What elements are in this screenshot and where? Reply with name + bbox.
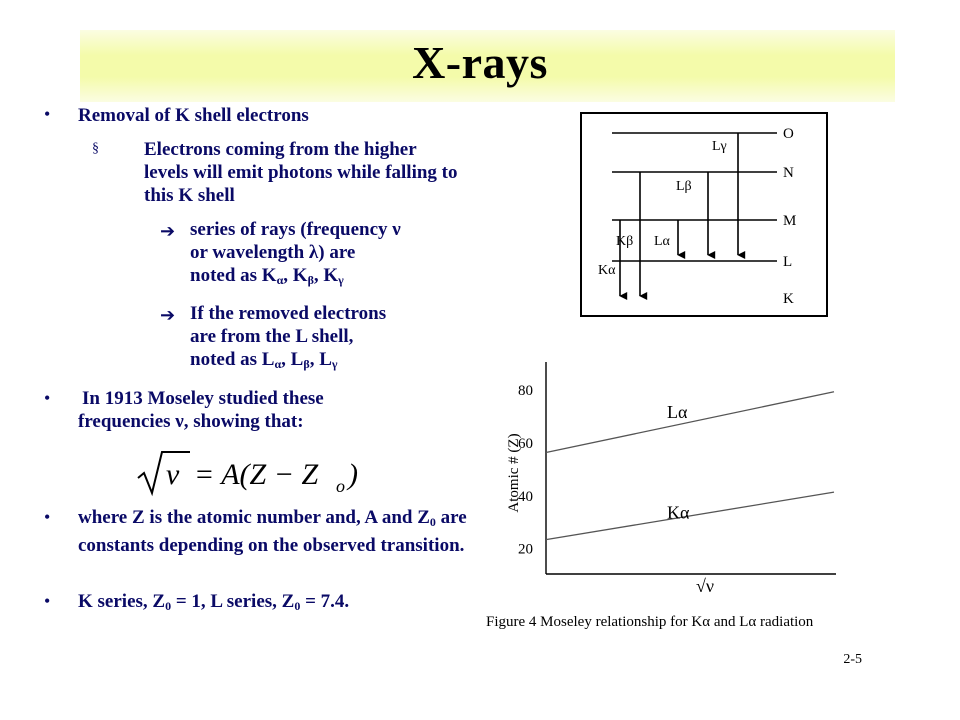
bullet-dot: • <box>44 507 51 527</box>
formula-rhs: = A(Z − Z <box>194 458 319 491</box>
z-def-pre: where Z is the atomic number and, A and Z <box>78 507 430 528</box>
y-tick-label: 60 <box>518 435 533 452</box>
slide-title: X-rays <box>412 37 548 88</box>
series-label-k-alpha: Kα <box>666 502 690 523</box>
bullet-moseley: In 1913 Moseley studied these frequencies ν, showing that: <box>78 388 324 432</box>
l-series-line2: are from the L shell, <box>190 326 354 347</box>
page-number: 2-5 <box>843 652 862 667</box>
level-m-label: M <box>783 213 797 229</box>
series-line-l-alpha <box>546 392 834 453</box>
bullet-dot: • <box>44 388 51 408</box>
z-def-post: are constants depending on the observed transition. <box>78 507 467 556</box>
y-tick-label: 20 <box>518 541 533 558</box>
k-series-line3: noted as K <box>190 265 277 286</box>
moseley-formula <box>130 448 370 500</box>
label-k-alpha: Kα <box>598 263 616 278</box>
chart-caption: Figure 4 Moseley relationship for Kα and Lα radiation <box>486 614 814 630</box>
sub-zero: 0 <box>165 599 172 613</box>
sep: , <box>281 349 291 370</box>
series-mid: = 1, L series, Z <box>171 591 295 612</box>
bullet-dot: • <box>44 591 51 611</box>
l-series-line1: If the removed electrons <box>190 303 387 324</box>
series-post: = 7.4. <box>300 591 350 612</box>
sub-zero: 0 <box>429 515 436 529</box>
energy-level-diagram <box>580 112 828 318</box>
sub-alpha: α <box>276 273 284 287</box>
arrow-bullet-icon: ➔ <box>160 221 176 241</box>
k-series-line2: or wavelength λ) are <box>190 242 356 263</box>
series-label-l-alpha: Lα <box>666 402 688 423</box>
x-axis-label: √ν <box>696 576 715 596</box>
bullet-z-definition <box>78 506 470 557</box>
formula-nu: ν <box>166 458 180 491</box>
label-l-alpha: Lα <box>654 234 670 249</box>
label-k-beta: Kβ <box>616 234 634 249</box>
series-pre: K series, Z <box>78 591 166 612</box>
bullet-higher-levels: Electrons coming from the higher levels will emit photons while falling to this K shell <box>144 139 458 206</box>
bullet-k-series: series of rays (frequency ν or wavelength λ) are noted as $K_\alpha$, $K_\beta$, $K_\gamma$ <box>190 219 401 287</box>
series-line-k-alpha <box>546 492 834 540</box>
sub-beta: β <box>303 357 310 371</box>
square-bullet: § <box>92 141 99 156</box>
bullet-series-constants <box>78 590 468 618</box>
y-tick-label: 40 <box>518 488 533 505</box>
level-k-label: K <box>783 291 794 307</box>
sub-alpha: α <box>274 357 282 371</box>
l-series-line3: noted as L <box>190 349 275 370</box>
label-l-beta: Lβ <box>676 179 692 194</box>
level-o-label: O <box>783 126 794 142</box>
formula-sub: o <box>336 476 345 496</box>
y-tick-label: 80 <box>518 383 533 400</box>
level-n-label: N <box>783 165 794 181</box>
arrow-bullet-icon: ➔ <box>160 305 176 325</box>
y-axis-label: Atomic # (Z) <box>506 433 522 513</box>
formula-close: ) <box>348 458 358 491</box>
sep: , <box>283 265 293 286</box>
bullet-dot: • <box>44 104 51 124</box>
sep: , <box>309 349 320 370</box>
k-series-line1: series of rays (frequency ν <box>190 219 401 240</box>
bullet-k-shell-removal: Removal of K shell electrons <box>78 105 309 126</box>
sub-zero: 0 <box>294 599 301 613</box>
label-l-gamma: Lγ <box>712 139 727 154</box>
sub-gamma: γ <box>338 273 344 287</box>
moseley-chart <box>484 358 940 638</box>
level-l-label: L <box>783 254 793 270</box>
sub-gamma: γ <box>331 357 338 371</box>
sub-beta: β <box>307 273 314 287</box>
sep: , <box>313 265 324 286</box>
bullet-l-series: If the removed electrons are from the L shell, noted as $L_\alpha$, $L_\beta$, $L_\gamma$ <box>190 303 387 371</box>
